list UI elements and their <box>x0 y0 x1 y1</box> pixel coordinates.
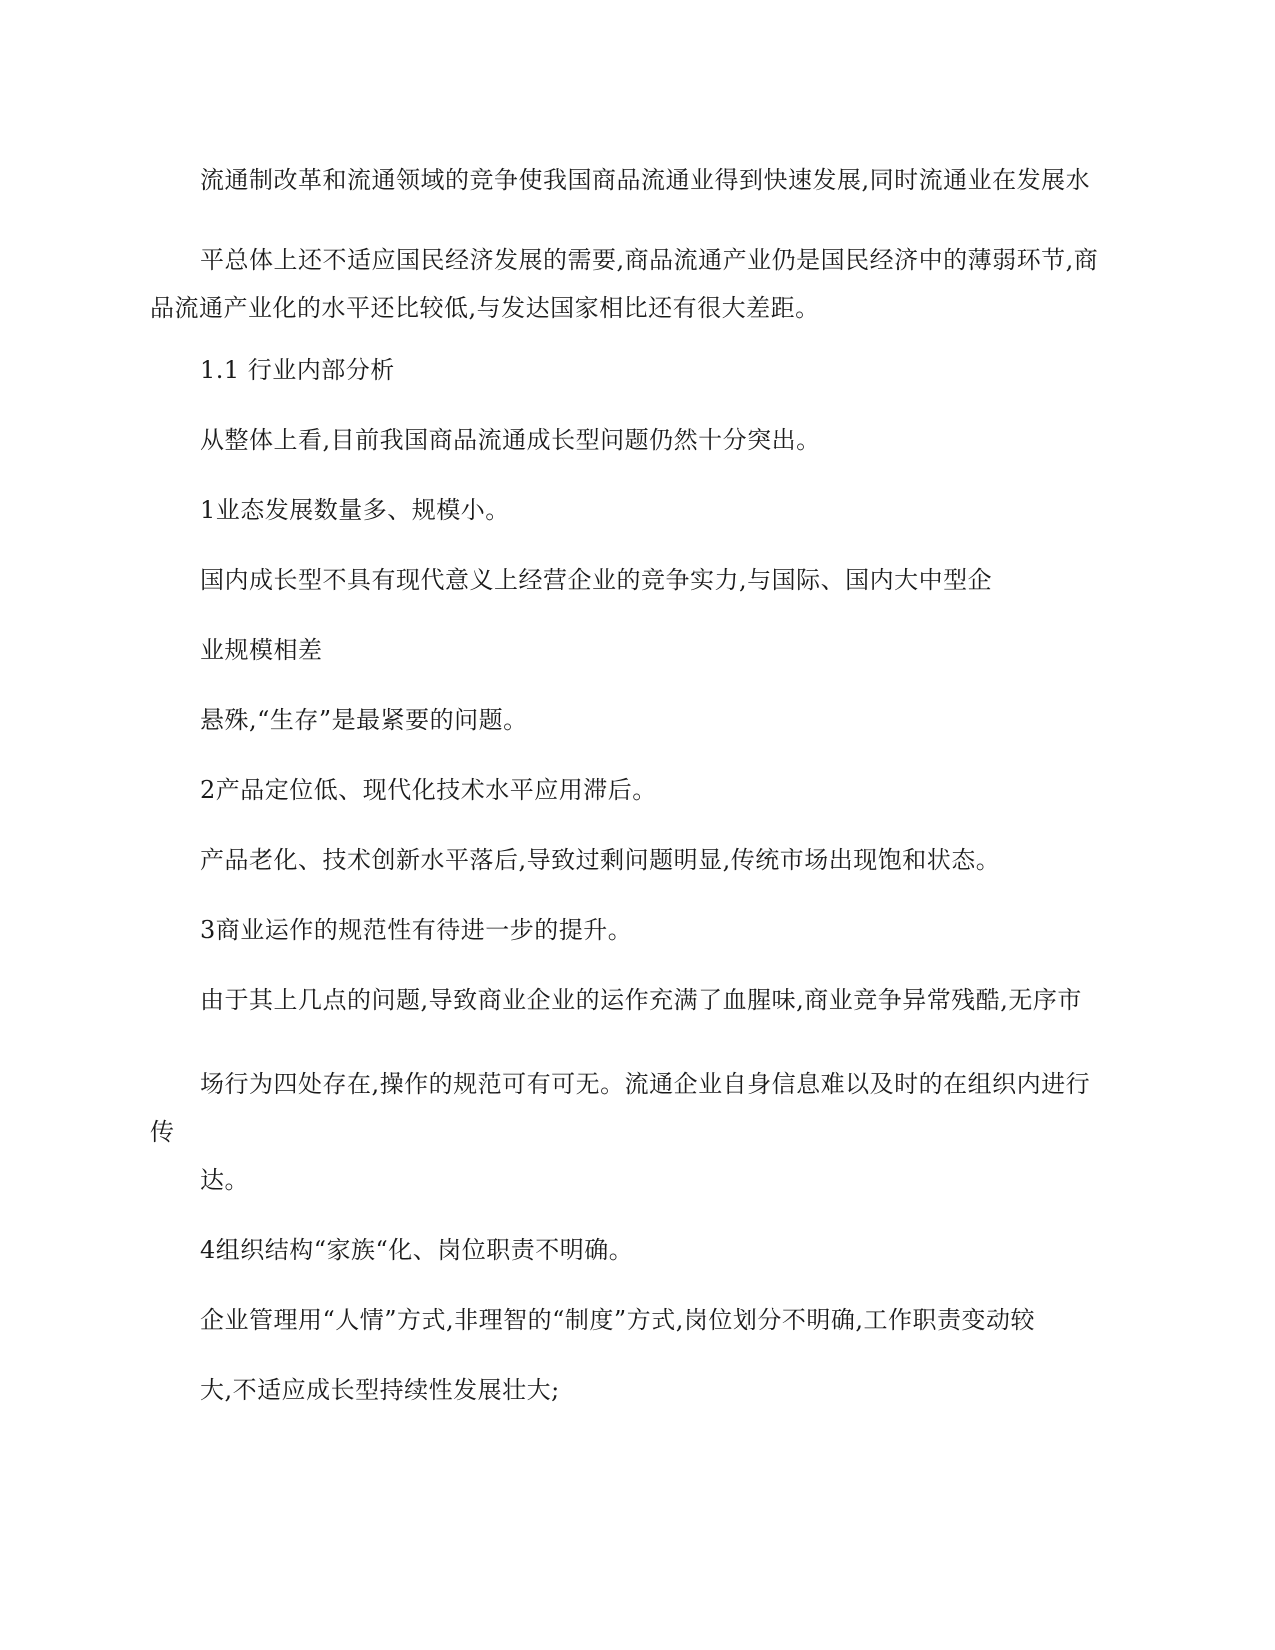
paragraph-product-aging: 产品老化、技术创新水平落后,导致过剩问题明显,传统市场出现饱和状态。 <box>200 846 1001 874</box>
list-item-heading-4: 4组织结构“家族“化、岗位职责不明确。 <box>200 1236 634 1264</box>
paragraph-line: 场行为四处存在,操作的规范可有可无。流通企业自身信息难以及时的在组织内进行 <box>200 1070 1091 1098</box>
section-heading: 1.1 行业内部分析 <box>200 356 395 384</box>
list-item-heading-3: 3商业运作的规范性有待进一步的提升。 <box>200 916 633 944</box>
paragraph-sustainability: 大,不适应成长型持续性发展壮大; <box>200 1376 560 1404</box>
paragraph-market-behavior <box>150 1060 1110 1156</box>
paragraph-survival: 悬殊,“生存”是最紧要的问题。 <box>200 706 528 734</box>
paragraph-circulation-reform: 流通制改革和流通领域的竞争使我国商品流通业得到快速发展,同时流通业在发展水 <box>200 166 1091 194</box>
list-item-heading-1: 1业态发展数量多、规模小。 <box>200 496 510 524</box>
paragraph-line: 传 <box>150 1118 175 1146</box>
paragraph-circulation-gap <box>150 236 1110 332</box>
paragraph-overall: 从整体上看,目前我国商品流通成长型问题仍然十分突出。 <box>200 426 821 454</box>
paragraph-line: 品流通产业化的水平还比较低,与发达国家相比还有很大差距。 <box>150 294 820 322</box>
paragraph-management: 企业管理用“人情”方式,非理智的“制度”方式,岗位划分不明确,工作职责变动较 <box>200 1306 1035 1334</box>
paragraph-competition: 国内成长型不具有现代意义上经营企业的竞争实力,与国际、国内大中型企 <box>200 566 993 594</box>
paragraph-line: 平总体上还不适应国民经济发展的需要,商品流通产业仍是国民经济中的薄弱环节,商 <box>200 246 1099 274</box>
paragraph-operation: 由于其上几点的问题,导致商业企业的运作充满了血腥味,商业竞争异常残酷,无序市 <box>200 986 1082 1014</box>
paragraph-scale: 业规模相差 <box>200 636 323 664</box>
list-item-heading-2: 2产品定位低、现代化技术水平应用滞后。 <box>200 776 657 804</box>
paragraph-convey: 达。 <box>200 1166 249 1194</box>
